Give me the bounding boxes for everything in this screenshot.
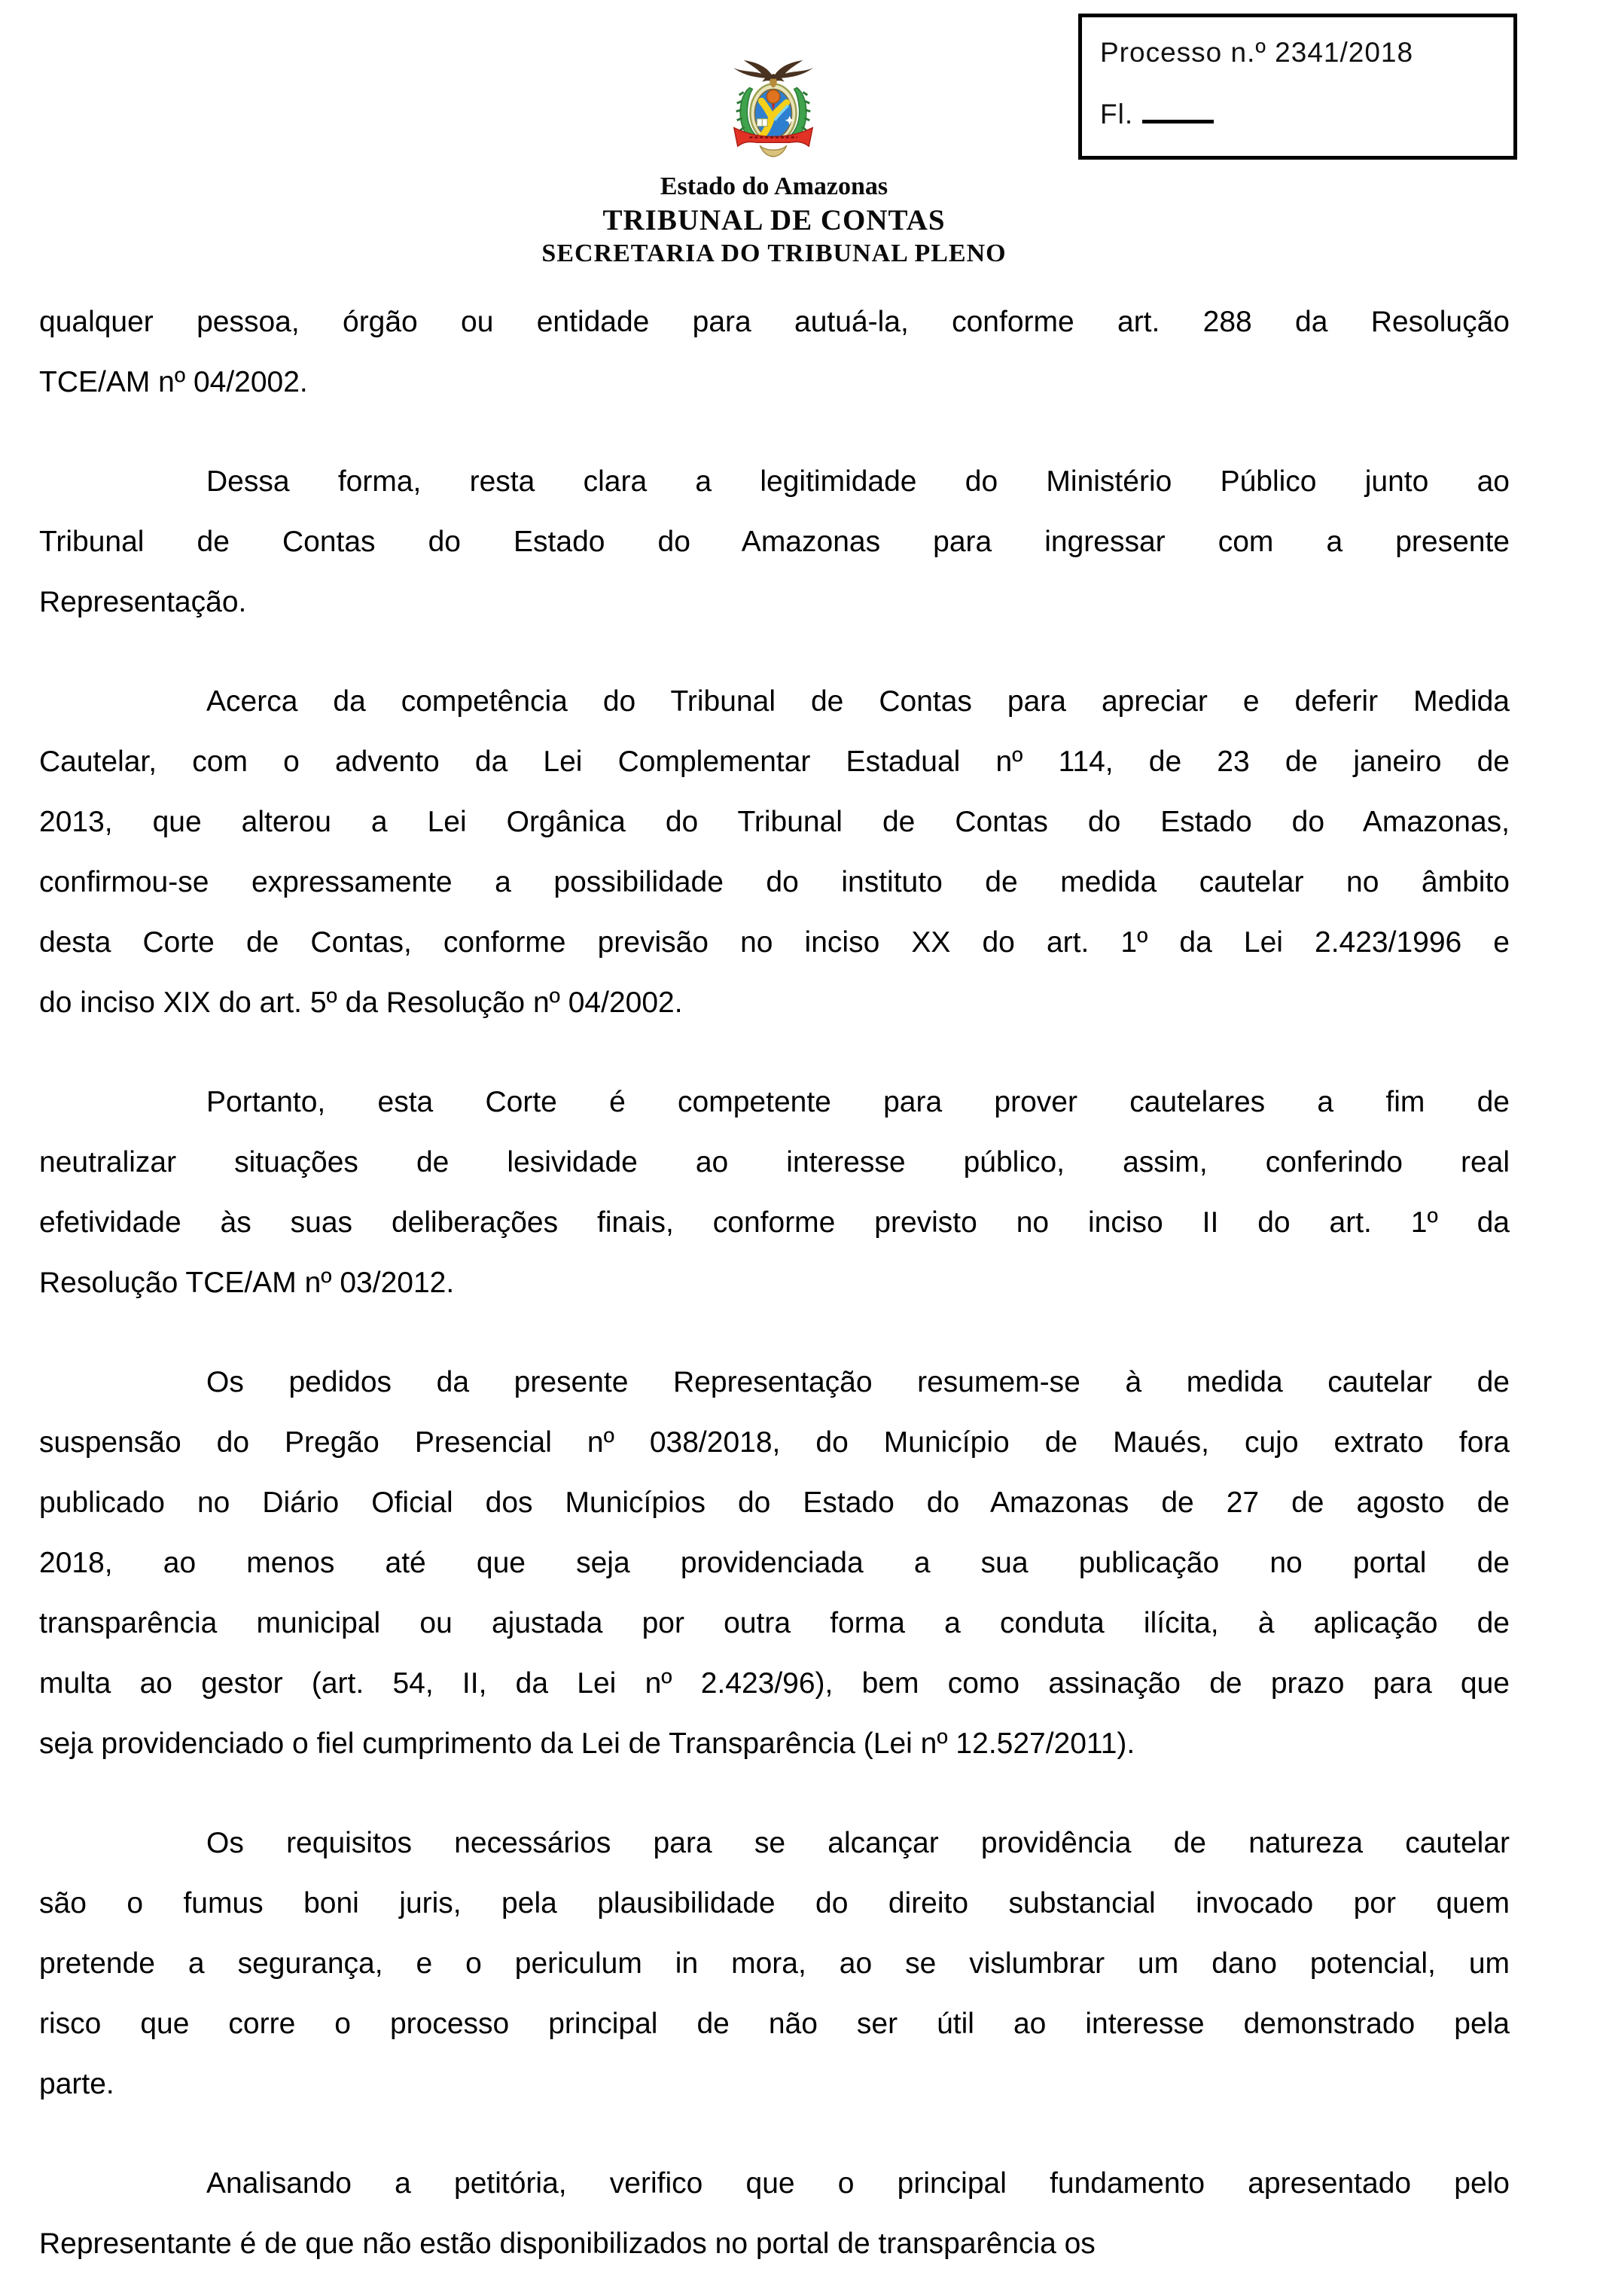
eagle	[733, 60, 813, 87]
base-ornament	[760, 145, 786, 157]
body-line: efetividade às suas deliberações finais, conforme previsto no inciso II do art. 1º da	[39, 1206, 1510, 1239]
paragraph	[39, 672, 1510, 1033]
body-line: desta Corte de Contas, conforme previsão no inciso XX do art. 1º da Lei 2.423/1996 e	[39, 926, 1510, 959]
body-line: 2013, que alterou a Lei Orgânica do Tribunal de Contas do Estado do Amazonas,	[39, 806, 1510, 838]
org-court-name: TRIBUNAL DE CONTAS	[602, 204, 946, 236]
paragraph	[39, 2154, 1510, 2274]
amazonas-coat-of-arms-icon	[724, 59, 822, 158]
process-stamp-box	[1078, 14, 1517, 160]
body-line: TCE/AM nº 04/2002.	[39, 366, 308, 398]
body-line: qualquer pessoa, órgão ou entidade para autuá-la, conforme art. 288 da Resolução	[39, 306, 1510, 338]
open-book	[757, 119, 767, 127]
body-line: Tribunal de Contas do Estado do Amazonas para ingressar com a presente	[39, 526, 1510, 558]
paragraph	[39, 292, 1510, 413]
body-line: Analisando a petitória, verifico que o principal fundamento apresentado pelo	[206, 2167, 1510, 2200]
body-line: transparência municipal ou ajustada por outra forma a conduta ilícita, à aplicação de	[39, 1607, 1510, 1639]
org-state-name: Estado do Amazonas	[660, 172, 888, 200]
letterhead	[247, 170, 1301, 270]
body-line: 2018, ao menos até que seja providenciada a sua publicação no portal de	[39, 1547, 1510, 1579]
org-secretariat-name: SECRETARIA DO TRIBUNAL PLENO	[541, 239, 1007, 267]
body-line: são o fumus boni juris, pela plausibilidade do direito substancial invocado por quem	[39, 1887, 1510, 1919]
folio-label: Fl.	[1100, 99, 1134, 130]
body-line: publicado no Diário Oficial dos Municípios do Estado do Amazonas de 27 de agosto de	[39, 1486, 1510, 1519]
body-line: Dessa forma, resta clara a legitimidade do Ministério Público junto ao	[206, 465, 1510, 498]
body-line: risco que corre o processo principal de não ser útil ao interesse demonstrado pela	[39, 2008, 1510, 2040]
body-line: do inciso XIX do art. 5º da Resolução nº 04/2002.	[39, 986, 683, 1019]
body-line: Portanto, esta Corte é competente para prover cautelares a fim de	[206, 1086, 1510, 1118]
body-line: parte.	[39, 2068, 114, 2100]
body-line: seja providenciado o fiel cumprimento da Lei de Transparência (Lei nº 12.527/2011).	[39, 1727, 1135, 1760]
body-line: Cautelar, com o advento da Lei Complementar Estadual nº 114, de 23 de janeiro de	[39, 746, 1510, 778]
body-line: Representação.	[39, 586, 247, 618]
paragraph	[39, 1813, 1510, 2115]
body-line: suspensão do Pregão Presencial nº 038/2018, do Município de Maués, cujo extrato fora	[39, 1426, 1510, 1459]
body-line: Representante é de que não estão disponibilizados no portal de transparência os	[39, 2227, 1096, 2260]
paragraph	[39, 1352, 1510, 1774]
folio-blank-line	[1142, 114, 1214, 123]
process-number: Processo n.º 2341/2018	[1100, 37, 1414, 68]
folio-line	[1100, 97, 1513, 132]
body-line: Acerca da competência do Tribunal de Contas para apreciar e deferir Medida	[206, 685, 1510, 718]
body-line: multa ao gestor (art. 54, II, da Lei nº 2.423/96), bem como assinação de prazo para que	[39, 1667, 1510, 1700]
body-line: Os pedidos da presente Representação resumem-se à medida cautelar de	[206, 1366, 1510, 1398]
body-line: neutralizar situações de lesividade ao interesse público, assim, conferindo real	[39, 1146, 1510, 1178]
body-line: confirmou-se expressamente a possibilidade do instituto de medida cautelar no âmbito	[39, 866, 1510, 898]
paragraph	[39, 1072, 1510, 1313]
document-body	[39, 292, 1510, 2274]
body-line: Os requisitos necessários para se alcançar providência de natureza cautelar	[206, 1827, 1510, 1859]
paragraph	[39, 452, 1510, 633]
body-line: pretende a segurança, e o periculum in mora, ao se vislumbrar um dano potencial, um	[39, 1947, 1510, 1980]
sun-disc	[766, 90, 780, 103]
body-line: Resolução TCE/AM nº 03/2012.	[39, 1267, 455, 1299]
